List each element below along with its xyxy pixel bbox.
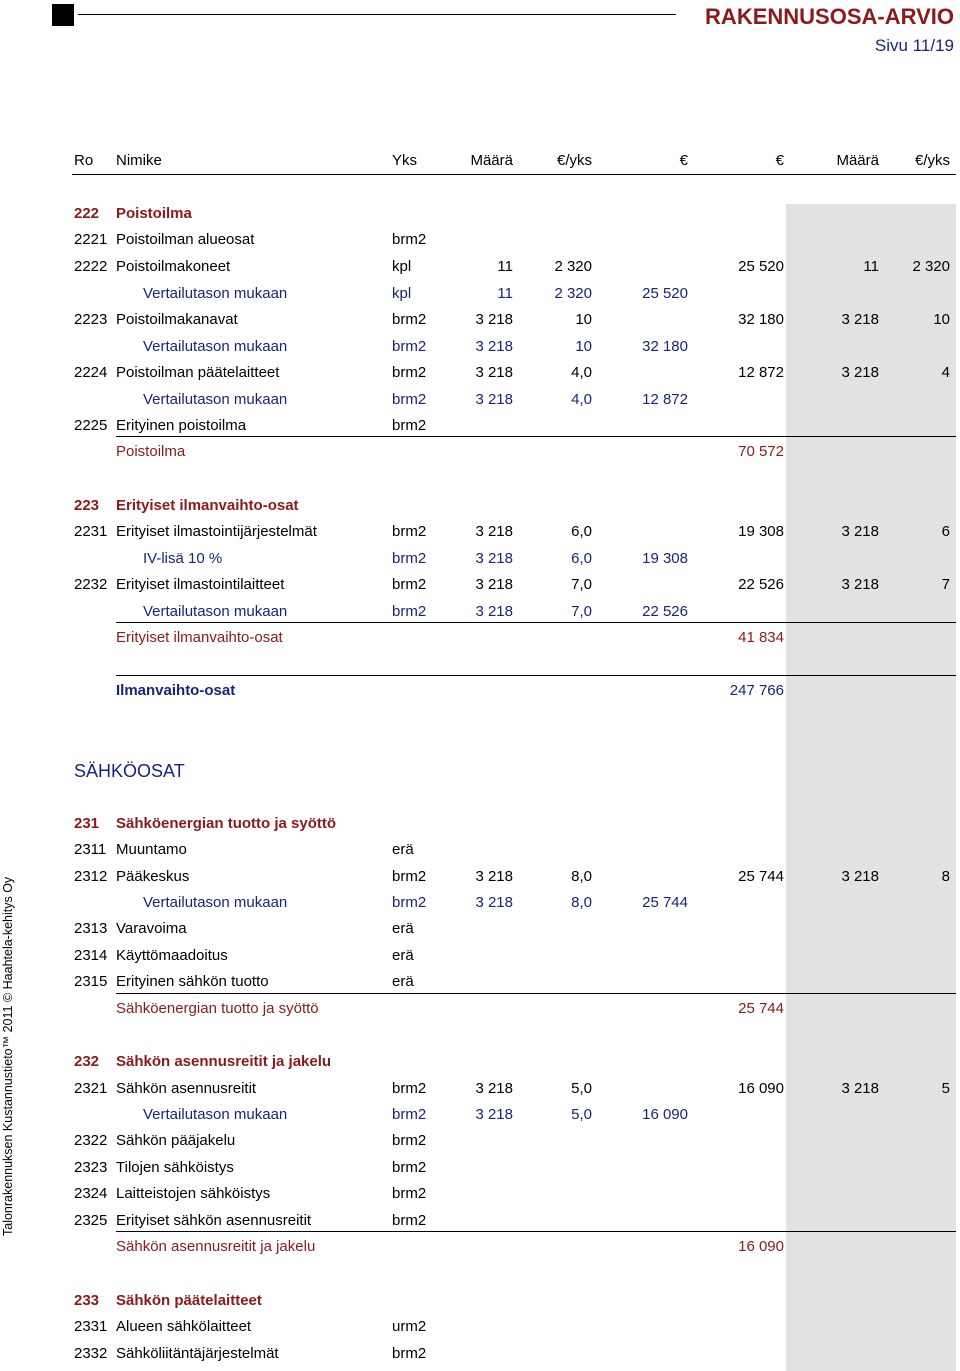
header-square-icon <box>52 4 74 26</box>
group-code: 233 <box>74 1292 100 1309</box>
group-title: Sähkön päätelaitteet <box>116 1292 262 1309</box>
row-quantity: 3 218 <box>475 576 513 593</box>
row-unit: brm2 <box>392 1132 427 1149</box>
table-row <box>0 230 960 250</box>
document-title: RAKENNUSOSA-ARVIO <box>705 4 954 29</box>
row-name: Sähköliitäntäjärjestelmät <box>116 1345 279 1362</box>
row-total: 32 180 <box>738 311 784 328</box>
row-total: 19 308 <box>738 523 784 540</box>
reference-unit-price: 10 <box>575 338 592 355</box>
row-code: 2323 <box>74 1159 108 1176</box>
row-unit-price: 5,0 <box>571 1080 592 1097</box>
group-header-231 <box>0 814 960 834</box>
group-code: 232 <box>74 1053 100 1070</box>
row-total: 22 526 <box>738 576 784 593</box>
reference-quantity: 3 218 <box>475 338 513 355</box>
table-row <box>0 1211 960 1231</box>
reference-name: Vertailutason mukaan <box>143 1106 288 1123</box>
row-code: 2321 <box>74 1080 108 1097</box>
row-name: Alueen sähkölaitteet <box>116 1318 252 1335</box>
main-total-value: 247 766 <box>729 682 784 699</box>
col-sub-eur: € <box>679 152 688 169</box>
subtotal-value: 41 834 <box>738 629 784 646</box>
copyright-side-text: Talonrakennuksen Kustannustieto™ 2011 © Haahtela-kehitys Oy <box>1 876 15 1236</box>
row-comparison-quantity: 3 218 <box>841 576 879 593</box>
subtotal-rule <box>116 622 956 623</box>
main-total-row <box>0 681 960 701</box>
reference-subtotal: 25 520 <box>642 285 688 302</box>
row-comparison-unit-price: 6 <box>941 523 950 540</box>
table-row <box>0 919 960 939</box>
row-comparison-unit-price: 2 320 <box>912 258 950 275</box>
subtotal-rule <box>116 1231 956 1232</box>
table-row <box>0 1158 960 1178</box>
reference-unit-price: 7,0 <box>571 603 592 620</box>
subtotal-rule <box>116 993 956 994</box>
row-name: Käyttömaadoitus <box>116 947 228 964</box>
row-code: 2223 <box>74 311 108 328</box>
row-quantity: 3 218 <box>475 311 513 328</box>
subtotal-value: 70 572 <box>738 443 784 460</box>
row-code: 2224 <box>74 364 108 381</box>
table-row <box>0 840 960 860</box>
reference-name: IV-lisä 10 % <box>143 550 223 567</box>
table-row <box>0 946 960 966</box>
table-row <box>0 972 960 992</box>
row-total: 25 744 <box>738 868 784 885</box>
table-row <box>0 1131 960 1151</box>
row-code: 2313 <box>74 920 108 937</box>
row-comparison-unit-price: 5 <box>941 1080 950 1097</box>
row-name: Muuntamo <box>116 841 187 858</box>
group-code: 231 <box>74 815 100 832</box>
table-row <box>0 257 960 277</box>
reference-subtotal: 19 308 <box>642 550 688 567</box>
row-unit: brm2 <box>392 1159 427 1176</box>
row-code: 2231 <box>74 523 108 540</box>
table-row <box>0 575 960 595</box>
group-header-222 <box>0 204 960 224</box>
reference-row <box>0 893 960 913</box>
reference-name: Vertailutason mukaan <box>143 285 288 302</box>
reference-unit: brm2 <box>392 894 427 911</box>
row-code: 2311 <box>74 841 107 858</box>
row-quantity: 3 218 <box>475 364 513 381</box>
row-comparison-quantity: 11 <box>863 258 879 275</box>
reference-unit: brm2 <box>392 603 427 620</box>
row-name: Erityinen poistoilma <box>116 417 247 434</box>
row-name: Poistoilmakanavat <box>116 311 238 328</box>
row-unit: brm2 <box>392 1185 427 1202</box>
row-comparison-unit-price: 8 <box>941 868 950 885</box>
col-yks: Yks <box>392 152 418 169</box>
table-row <box>0 522 960 542</box>
column-header-row <box>0 151 960 171</box>
row-code: 2222 <box>74 258 108 275</box>
group-header-223 <box>0 496 960 516</box>
row-comparison-unit-price: 4 <box>941 364 950 381</box>
row-code: 2225 <box>74 417 108 434</box>
row-unit-price: 2 320 <box>554 258 592 275</box>
row-unit: brm2 <box>392 364 427 381</box>
table-row <box>0 310 960 330</box>
reference-name: Vertailutason mukaan <box>143 391 288 408</box>
row-name: Tilojen sähköistys <box>116 1159 234 1176</box>
row-unit: brm2 <box>392 1080 427 1097</box>
row-name: Poistoilmakoneet <box>116 258 231 275</box>
reference-unit: brm2 <box>392 1106 427 1123</box>
subtotal-value: 16 090 <box>738 1238 784 1255</box>
row-code: 2322 <box>74 1132 108 1149</box>
row-comparison-quantity: 3 218 <box>841 523 879 540</box>
row-unit: brm2 <box>392 868 427 885</box>
col-eyks2: €/yks <box>914 152 950 169</box>
row-unit: erä <box>392 947 414 964</box>
reference-unit: kpl <box>392 285 412 302</box>
group-header-232 <box>0 1052 960 1072</box>
row-unit: brm2 <box>392 1212 427 1229</box>
subtotal-row <box>0 1237 960 1257</box>
row-quantity: 3 218 <box>475 1080 513 1097</box>
reference-subtotal: 25 744 <box>642 894 688 911</box>
subtotal-label: Sähkön asennusreitit ja jakelu <box>116 1238 316 1255</box>
reference-quantity: 3 218 <box>475 391 513 408</box>
reference-quantity: 3 218 <box>475 1106 513 1123</box>
reference-quantity: 3 218 <box>475 603 513 620</box>
col-eur: € <box>775 152 784 169</box>
row-name: Erityiset ilmastointijärjestelmät <box>116 523 317 540</box>
table-row <box>0 1184 960 1204</box>
row-name: Erityiset ilmastointilaitteet <box>116 576 285 593</box>
group-header-233 <box>0 1291 960 1311</box>
main-total-rule <box>116 675 956 676</box>
row-unit: brm2 <box>392 231 427 248</box>
row-name: Poistoilman päätelaitteet <box>116 364 280 381</box>
row-total: 25 520 <box>738 258 784 275</box>
reference-name: Vertailutason mukaan <box>143 338 288 355</box>
row-unit: brm2 <box>392 311 427 328</box>
row-comparison-quantity: 3 218 <box>841 364 879 381</box>
reference-row <box>0 602 960 622</box>
group-title: Sähkön asennusreitit ja jakelu <box>116 1053 332 1070</box>
row-comparison-quantity: 3 218 <box>841 311 879 328</box>
subtotal-label: Erityiset ilmanvaihto-osat <box>116 629 283 646</box>
col-maara2: Määrä <box>836 152 879 169</box>
row-quantity: 3 218 <box>475 523 513 540</box>
col-nimike: Nimike <box>116 152 162 169</box>
table-row <box>0 1079 960 1099</box>
row-unit-price: 10 <box>575 311 592 328</box>
reference-subtotal: 22 526 <box>642 603 688 620</box>
reference-row <box>0 390 960 410</box>
row-name: Pääkeskus <box>116 868 190 885</box>
col-maara: Määrä <box>470 152 513 169</box>
group-title: Poistoilma <box>116 205 192 222</box>
reference-quantity: 3 218 <box>475 550 513 567</box>
reference-unit-price: 4,0 <box>571 391 592 408</box>
reference-subtotal: 12 872 <box>642 391 688 408</box>
row-quantity: 11 <box>497 258 513 275</box>
row-name: Sähkön asennusreitit <box>116 1080 257 1097</box>
row-name: Erityiset sähkön asennusreitit <box>116 1212 312 1229</box>
subtotal-row <box>0 442 960 462</box>
reference-row <box>0 549 960 569</box>
row-code: 2324 <box>74 1185 108 1202</box>
subtotal-value: 25 744 <box>738 1000 784 1017</box>
row-code: 2221 <box>74 231 108 248</box>
table-row <box>0 867 960 887</box>
reference-row <box>0 1105 960 1125</box>
reference-unit-price: 6,0 <box>571 550 592 567</box>
row-unit: urm2 <box>392 1318 427 1335</box>
row-name: Poistoilman alueosat <box>116 231 255 248</box>
reference-subtotal: 32 180 <box>642 338 688 355</box>
reference-unit-price: 5,0 <box>571 1106 592 1123</box>
header-rule <box>78 14 676 15</box>
subtotal-row <box>0 628 960 648</box>
row-name: Varavoima <box>116 920 187 937</box>
row-name: Sähkön pääjakelu <box>116 1132 236 1149</box>
row-code: 2314 <box>74 947 108 964</box>
row-total: 16 090 <box>738 1080 784 1097</box>
table-row <box>0 1344 960 1364</box>
row-name: Laitteistojen sähköistys <box>116 1185 271 1202</box>
reference-unit: brm2 <box>392 391 427 408</box>
subtotal-row <box>0 999 960 1019</box>
row-comparison-unit-price: 7 <box>941 576 950 593</box>
row-code: 2331 <box>74 1318 108 1335</box>
row-code: 2312 <box>74 868 108 885</box>
row-comparison-quantity: 3 218 <box>841 1080 879 1097</box>
row-code: 2332 <box>74 1345 108 1362</box>
row-quantity: 3 218 <box>475 868 513 885</box>
row-unit: brm2 <box>392 523 427 540</box>
reference-name: Vertailutason mukaan <box>143 894 288 911</box>
subtotal-label: Sähköenergian tuotto ja syöttö <box>116 1000 319 1017</box>
row-unit: erä <box>392 973 414 990</box>
reference-name: Vertailutason mukaan <box>143 603 288 620</box>
row-comparison-quantity: 3 218 <box>841 868 879 885</box>
reference-quantity: 11 <box>497 285 513 302</box>
row-total: 12 872 <box>738 364 784 381</box>
row-unit: brm2 <box>392 576 427 593</box>
row-unit: brm2 <box>392 1345 427 1362</box>
table-row <box>0 1317 960 1337</box>
page-number: Sivu 11/19 <box>874 36 954 55</box>
row-unit: erä <box>392 920 414 937</box>
group-title: Sähköenergian tuotto ja syöttö <box>116 815 337 832</box>
reference-unit: brm2 <box>392 550 427 567</box>
row-name: Erityinen sähkön tuotto <box>116 973 269 990</box>
group-code: 223 <box>74 497 100 514</box>
subtotal-label: Poistoilma <box>116 443 186 460</box>
main-total-label: Ilmanvaihto-osat <box>116 682 236 699</box>
row-unit: brm2 <box>392 417 427 434</box>
section-title: SÄHKÖOSAT <box>74 761 185 781</box>
reference-row <box>0 337 960 357</box>
table-row <box>0 416 960 436</box>
col-eyks: €/yks <box>556 152 592 169</box>
row-code: 2315 <box>74 973 108 990</box>
header-divider <box>72 174 956 175</box>
group-code: 222 <box>74 205 100 222</box>
table-row <box>0 363 960 383</box>
row-unit-price: 4,0 <box>571 364 592 381</box>
reference-quantity: 3 218 <box>475 894 513 911</box>
subtotal-rule <box>116 436 956 437</box>
row-unit-price: 6,0 <box>571 523 592 540</box>
reference-row <box>0 284 960 304</box>
reference-unit-price: 2 320 <box>554 285 592 302</box>
row-unit: erä <box>392 841 414 858</box>
row-comparison-unit-price: 10 <box>933 311 950 328</box>
reference-unit-price: 8,0 <box>571 894 592 911</box>
row-code: 2325 <box>74 1212 108 1229</box>
group-title: Erityiset ilmanvaihto-osat <box>116 497 299 514</box>
row-unit: kpl <box>392 258 412 275</box>
col-ro: Ro <box>74 152 94 169</box>
reference-unit: brm2 <box>392 338 427 355</box>
reference-subtotal: 16 090 <box>642 1106 688 1123</box>
row-unit-price: 7,0 <box>571 576 592 593</box>
row-unit-price: 8,0 <box>571 868 592 885</box>
row-code: 2232 <box>74 576 108 593</box>
